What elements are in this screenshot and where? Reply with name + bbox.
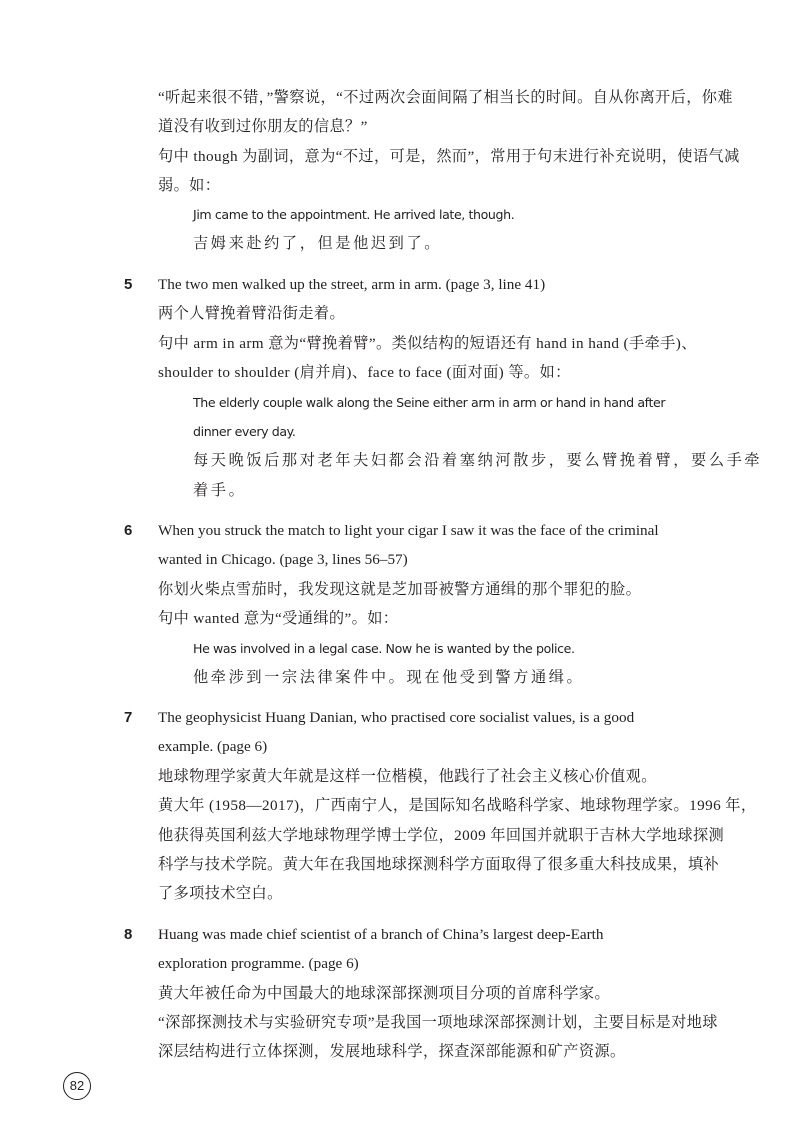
page-number: 82 <box>63 1072 91 1100</box>
note-sentence: example. (page 6) <box>158 738 268 755</box>
example-english: dinner every day. <box>193 424 296 439</box>
note-explanation: 句中 wanted 意为“受通缉的”。如： <box>158 610 399 627</box>
note-explanation: “深部探测技术与实验研究专项”是我国一项地球深部探测计划，主要目标是对地球 <box>158 1014 718 1031</box>
intro-line: 道没有收到过你朋友的信息？” <box>158 118 368 135</box>
note-explanation: 深层结构进行立体探测，发展地球科学，探查深部能源和矿产资源。 <box>158 1043 626 1060</box>
example-english: He was involved in a legal case. Now he is wanted by the police. <box>193 641 575 656</box>
note-translation: 地球物理学家黄大年就是这样一位楷模，他践行了社会主义核心价值观。 <box>158 768 657 785</box>
note-explanation: 科学与技术学院。黄大年在我国地球探测科学方面取得了很多重大科技成果，填补 <box>158 856 720 873</box>
note-sentence: Huang was made chief scientist of a branch of China’s largest deep-Earth <box>158 926 604 943</box>
note-translation: 两个人臂挽着臂沿街走着。 <box>158 305 346 322</box>
intro-line: “听起来很不错，”警察说，“不过两次会面间隔了相当长的时间。自从你离开后，你难 <box>158 89 733 106</box>
note-number: 8 <box>124 926 133 943</box>
note-explanation: 了多项技术空白。 <box>158 885 283 902</box>
note-number: 5 <box>124 276 133 293</box>
note-sentence: The two men walked up the street, arm in arm. (page 3, line 41) <box>158 276 546 293</box>
note-translation: 黄大年被任命为中国最大的地球深部探测项目分项的首席科学家。 <box>158 985 611 1002</box>
note-translation: 你划火柴点雪茄时，我发现这就是芝加哥被警方通缉的那个罪犯的脸。 <box>158 581 642 598</box>
note-explanation: 句中 arm in arm 意为“臂挽着臂”。类似结构的短语还有 hand in hand (手牵手)、 <box>158 335 697 352</box>
example-chinese: 吉姆来赴约了，但是他迟到了。 <box>193 235 443 252</box>
example-english: Jim came to the appointment. He arrived late, though. <box>193 207 515 222</box>
intro-line: 弱。如： <box>158 177 221 194</box>
note-explanation: 他获得英国利兹大学地球物理学博士学位，2009 年回国并就职于吉林大学地球探测 <box>158 827 725 844</box>
note-number: 7 <box>124 709 133 726</box>
example-chinese: 着手。 <box>193 482 247 499</box>
example-chinese: 每天晚饭后那对老年夫妇都会沿着塞纳河散步，要么臂挽着臂，要么手牵 <box>193 452 763 469</box>
note-sentence: exploration programme. (page 6) <box>158 955 359 972</box>
example-english: The elderly couple walk along the Seine either arm in arm or hand in hand after <box>193 395 666 410</box>
note-sentence: wanted in Chicago. (page 3, lines 56–57) <box>158 551 408 568</box>
note-explanation: 黄大年 (1958—2017)，广西南宁人，是国际知名战略科学家、地球物理学家。1996 年， <box>158 797 757 814</box>
note-sentence: When you struck the match to light your cigar I saw it was the face of the criminal <box>158 522 659 539</box>
note-number: 6 <box>124 522 133 539</box>
note-explanation: shoulder to shoulder (肩并肩)、face to face (面对面) 等。如： <box>158 364 571 381</box>
intro-line: 句中 though 为副词，意为“不过，可是，然而”，常用于句末进行补充说明，使语气减 <box>158 148 740 165</box>
note-sentence: The geophysicist Huang Danian, who practised core socialist values, is a good <box>158 709 635 726</box>
example-chinese: 他牵涉到一宗法律案件中。现在他受到警方通缉。 <box>193 669 585 686</box>
